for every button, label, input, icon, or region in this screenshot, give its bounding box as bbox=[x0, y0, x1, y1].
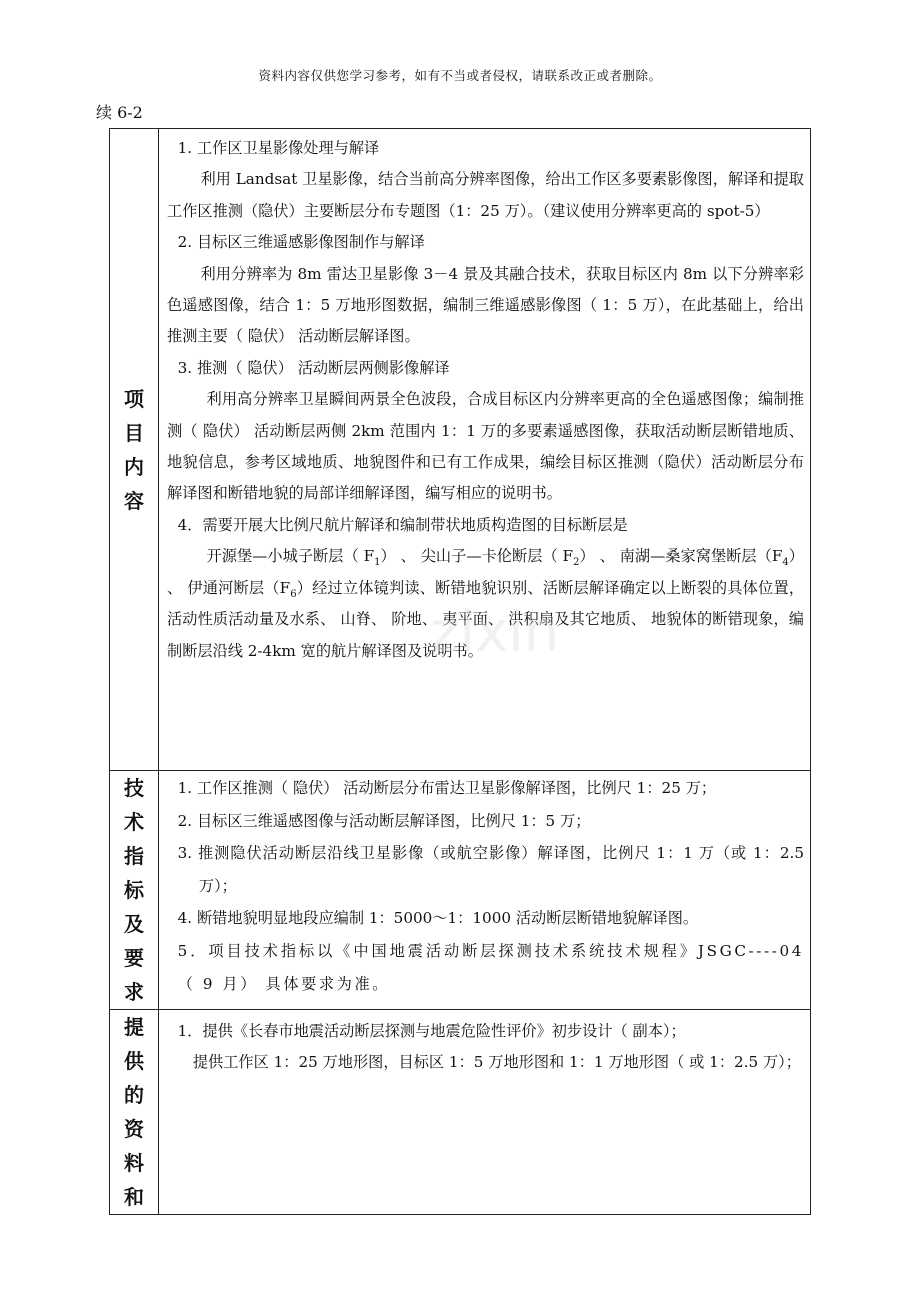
requirement-item: 5．项目技术指标以《中国地震活动断层探测技术系统技术规程》JSGC----04（ 9 月） 具体要求为准。 bbox=[177, 941, 804, 993]
label-char: 指 bbox=[124, 844, 144, 868]
continue-label: 续 6-2 bbox=[96, 103, 143, 122]
label-char: 及 bbox=[124, 912, 144, 936]
label-char: 要 bbox=[124, 946, 144, 970]
project-table bbox=[109, 128, 811, 1215]
fault-text: ） 、 南湖—桑家窝堡断层（F bbox=[579, 547, 783, 566]
label-char: 标 bbox=[124, 878, 144, 902]
label-char: 技 bbox=[124, 776, 144, 800]
requirement-item: 1. 工作区推测（ 隐伏） 活动断层分布雷达卫星影像解译图，比例尺 1：25 万； bbox=[177, 779, 717, 797]
label-char: 项 bbox=[124, 386, 144, 411]
content-cell-project-content bbox=[159, 129, 811, 771]
item-body: 利用 Landsat 卫星影像，结合当前高分辨率图像，给出工作区多要素影像图，解译和提取工作区推测（隐伏）主要断层分布专题图（1：25 万）。（建议使用分辨率更高的 spot-5） bbox=[167, 170, 804, 220]
fault-text: ） 、 尖山子—卡伦断层（ F bbox=[380, 547, 574, 566]
fault-text: ）经过立体镜判读、断错地貌识别、活断层解译确定以上断裂的具体位置，活动性质活动量及水系、 山脊、 阶地、 夷平面、 洪积扇及其它地质、 地貌体的断错现象，编制断层沿线 2-4km 宽的航片解译图及说明书。 bbox=[167, 578, 805, 660]
label-char: 术 bbox=[124, 810, 144, 834]
label-char: 供 bbox=[124, 1049, 144, 1073]
label-char: 求 bbox=[124, 980, 144, 1004]
label-char: 资 bbox=[124, 1117, 144, 1141]
fault-subscript: 2 bbox=[573, 557, 580, 569]
item-title: 4．需要开展大比例尺航片解译和编制带状地质构造图的目标断层是 bbox=[177, 515, 628, 534]
fault-text: 开源堡—小城子断层（ F bbox=[206, 547, 375, 566]
content-cell-tech-requirements bbox=[159, 771, 811, 1010]
label-char: 料 bbox=[124, 1151, 144, 1175]
fault-subscript: 4 bbox=[782, 557, 789, 569]
watermark: zixin bbox=[430, 600, 560, 665]
content-cell-provided-materials bbox=[159, 1010, 811, 1215]
material-item: 1．提供《长春市地震活动断层探测与地震危险性评价》初步设计（ 副本）； bbox=[177, 1022, 686, 1040]
requirement-item: 3. 推测隐伏活动断层沿线卫星影像（或航空影像）解译图，比例尺 1：1 万（或 1：2.5 万）； bbox=[177, 844, 804, 895]
material-item: 提供工作区 1：25 万地形图，目标区 1：5 万地形图和 1：1 万地形图（ 或 1：2.5 万）； bbox=[192, 1053, 801, 1071]
item-title: 2. 目标区三维遥感影像图制作与解译 bbox=[177, 233, 425, 252]
requirement-item: 2. 目标区三维遥感图像与活动断层解译图，比例尺 1：5 万； bbox=[177, 811, 591, 830]
label-char: 目 bbox=[124, 420, 144, 445]
item-title: 3. 推测（ 隐伏） 活动断层两侧影像解译 bbox=[177, 358, 450, 377]
label-char: 提 bbox=[124, 1015, 144, 1039]
vertical-label bbox=[110, 771, 158, 1009]
vertical-label bbox=[110, 129, 158, 770]
fault-text: ） 、 伊通河断层（F bbox=[167, 547, 804, 597]
fault-subscript: 6 bbox=[290, 588, 297, 600]
item-body: 利用高分辨率卫星瞬间两景全色波段，合成目标区内分辨率更高的全色遥感图像；编制推测（ 隐伏） 活动断层两侧 2km 范围内 1：1 万的多要素遥感图像，获取活动断层断错地质、地貌信息，参考区域地质、地貌图件和已有工作成果，编绘目标区推测（隐伏）活动断层分布解译图和断错地貌的局部详细解译图，编写相应的说明书。 bbox=[167, 390, 804, 503]
header-note: 资料内容仅供您学习参考，如有不当或者侵权，请联系改正或者删除。 bbox=[258, 68, 662, 83]
row-provided-materials bbox=[110, 1010, 811, 1215]
item-body bbox=[167, 541, 804, 667]
fault-subscript: 1 bbox=[374, 557, 381, 569]
label-char: 内 bbox=[124, 454, 144, 479]
label-char: 的 bbox=[124, 1083, 144, 1107]
item-body: 利用分辨率为 8m 雷达卫星影像 3－4 景及其融合技术，获取目标区内 8m 以下分辨率彩色遥感图像，结合 1：5 万地形图数据，编制三维遥感影像图（ 1：5 万），在此基础上，给出推测主要（ 隐伏） 活动断层解译图。 bbox=[167, 264, 804, 346]
row-project-content bbox=[110, 129, 811, 771]
label-cell-project-content bbox=[110, 129, 159, 771]
label-char: 和 bbox=[124, 1185, 144, 1209]
label-cell-provided-materials bbox=[110, 1010, 159, 1215]
vertical-label bbox=[110, 1010, 158, 1214]
requirement-item: 4. 断错地貌明显地段应编制 1：5000～1：1000 活动断层断错地貌解译图。 bbox=[177, 909, 699, 928]
label-cell-tech-requirements bbox=[110, 771, 159, 1010]
row-tech-requirements bbox=[110, 771, 811, 1010]
label-char: 容 bbox=[124, 488, 144, 513]
item-title: 1. 工作区卫星影像处理与解译 bbox=[177, 139, 380, 157]
